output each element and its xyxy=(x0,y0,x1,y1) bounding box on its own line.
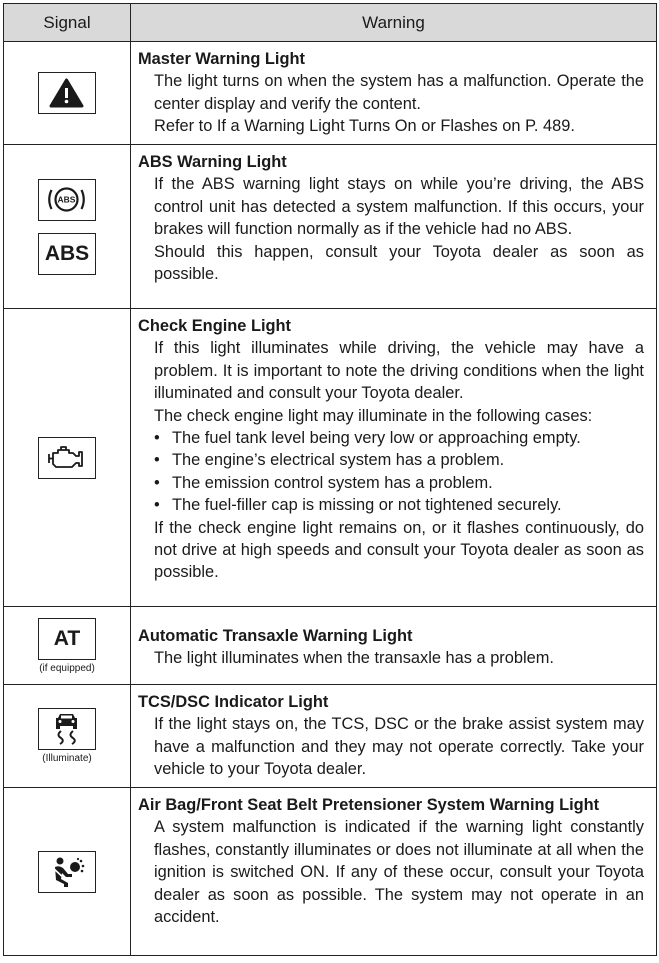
at-icon xyxy=(38,618,96,660)
row-text: Should this happen, consult your Toyota dealer as soon as possible. xyxy=(154,242,644,284)
warning-cell xyxy=(131,145,657,309)
row-text: If the check engine light remains on, or it flashes continuously, do not drive at high speeds and consult your Toyota dealer as soon as possible. xyxy=(154,518,644,582)
row-title: Air Bag/Front Seat Belt Pretensioner System Warning Light xyxy=(138,796,600,814)
table-row-master-warning xyxy=(4,42,657,145)
row-text: If this light illuminates while driving, the vehicle may have a problem. It is important to note the driving conditions when the light illuminated and consult your Toyota dealer. xyxy=(154,339,644,403)
warning-lights-table xyxy=(3,3,657,956)
row-text: Refer to If a Warning Light Turns On or Flashes on P. 489. xyxy=(154,117,575,136)
at-icon-label: AT xyxy=(53,626,81,650)
air-bag-icon xyxy=(38,851,96,893)
table-row-abs xyxy=(4,145,657,309)
signal-cell xyxy=(4,309,131,607)
signal-cell xyxy=(4,145,131,309)
list-item: • The fuel-filler cap is missing or not tightened securely. xyxy=(154,496,562,515)
row-text: If the ABS warning light stays on while you’re driving, the ABS control unit has detected a system malfunction. If this occurs, your brakes will function normally as if the vehicle had no ABS. xyxy=(154,175,644,239)
row-title: TCS/DSC Indicator Light xyxy=(138,693,329,711)
list-item: • The engine’s electrical system has a problem. xyxy=(154,451,505,470)
row-text: The light turns on when the system has a malfunction. Operate the center display and verify the content. xyxy=(154,72,644,113)
list-item: • The emission control system has a problem. xyxy=(154,473,493,492)
table-row-air-bag xyxy=(4,788,657,956)
warning-cell xyxy=(131,788,657,956)
icon-caption: (Illuminate) xyxy=(42,753,92,764)
warning-cell xyxy=(131,685,657,788)
row-title: Check Engine Light xyxy=(138,317,291,335)
table-row-check-engine xyxy=(4,309,657,607)
header-signal: Signal xyxy=(4,4,131,42)
table-row-automatic-transaxle xyxy=(4,607,657,685)
warning-cell xyxy=(131,309,657,607)
skidding-car-icon xyxy=(38,708,96,750)
check-engine-icon xyxy=(38,437,96,479)
row-text: A system malfunction is indicated if the warning light constantly flashes, constantly illuminates or does not illuminate at all when the ignition is switched ON. If any of these occur, consult your Toyota dealer as soon as possible. The system may not operate in an accident. xyxy=(154,818,644,927)
icon-caption: (if equipped) xyxy=(39,662,95,674)
svg-text:ABS: ABS xyxy=(57,194,76,204)
row-title: Automatic Transaxle Warning Light xyxy=(138,627,413,645)
row-text: If the light stays on, the TCS, DSC or the brake assist system may have a malfunction and they may not operate correctly. Take your vehicle to your Toyota dealer. xyxy=(154,715,644,779)
warning-cell xyxy=(131,607,657,685)
signal-cell xyxy=(4,788,131,956)
row-text: The check engine light may illuminate in the following cases: xyxy=(154,406,593,425)
master-warning-icon xyxy=(38,72,96,114)
row-title: Master Warning Light xyxy=(138,50,305,68)
table-row-tcs-dsc xyxy=(4,685,657,788)
row-title: ABS Warning Light xyxy=(138,153,287,171)
abs-text-icon xyxy=(38,233,96,275)
signal-cell xyxy=(4,607,131,685)
warning-cell xyxy=(131,42,657,145)
list-item: • The fuel tank level being very low or approaching empty. xyxy=(154,429,581,448)
row-text: The light illuminates when the transaxle has a problem. xyxy=(154,649,554,668)
header-warning: Warning xyxy=(131,4,657,42)
table-header-row xyxy=(4,4,657,42)
abs-circle-icon xyxy=(38,179,96,221)
signal-cell xyxy=(4,42,131,145)
abs-icon-label: ABS xyxy=(44,241,90,265)
signal-cell xyxy=(4,685,131,788)
